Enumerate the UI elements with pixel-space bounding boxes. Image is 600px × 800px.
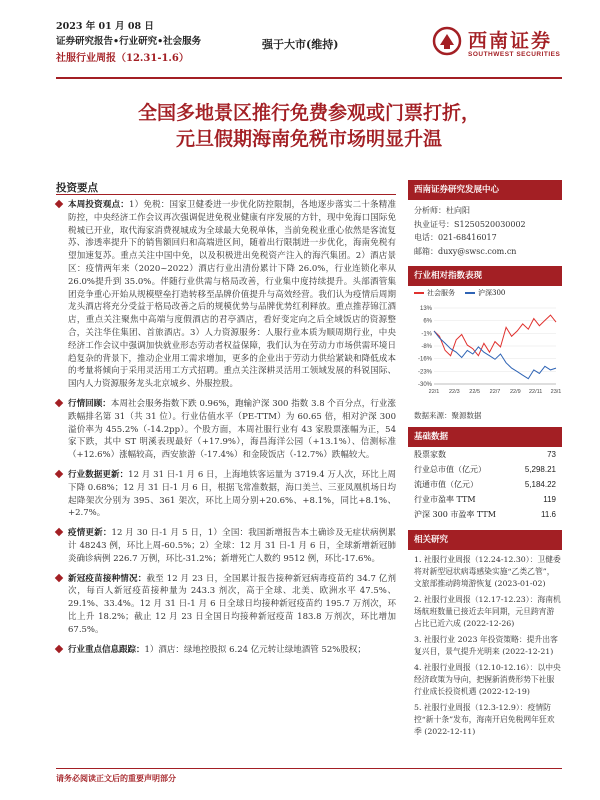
logo-mark-icon (432, 26, 462, 56)
research-center-title: 西南证券研究发展中心 (408, 180, 562, 200)
paragraph-investment-view (56, 199, 396, 391)
legend-label-hs300: 沪深300 (478, 289, 506, 297)
report-date: 2023 年 01 月 08 日 (56, 21, 154, 32)
logo-text-en: SOUTHWEST SECURITIES (468, 51, 561, 58)
bullet-icon (55, 528, 63, 536)
y-tick-label: 13% (419, 306, 432, 312)
paragraph-market-review (56, 398, 396, 462)
paragraph-epidemic-update (56, 527, 396, 565)
stat-label: 行业市盈率 TTM (414, 495, 476, 504)
table-row (408, 492, 562, 507)
related-list (408, 550, 562, 738)
email-label: 邮箱： (414, 246, 438, 256)
x-tick-label: 22/1 (428, 389, 440, 395)
x-tick-label: 22/9 (509, 389, 521, 395)
related-report-link[interactable]: 1. 社服行业周报（12.24-12.30）：卫健委将对新型冠状病毒感染实施“乙类乙管”，文旅部推动跨境游恢复 (2023-01-02) (414, 555, 561, 588)
paragraph-text: 1）酒店：绿地控股拟 6.24 亿元转让绿地酒管 52%股权； (144, 644, 366, 655)
legend-item-service (414, 288, 455, 298)
paragraph-lead: 行业重点信息跟踪： (68, 644, 145, 655)
paragraph-lead: 本周投资观点： (68, 200, 130, 210)
company-logo (432, 24, 562, 66)
license-value: S1250520030002 (454, 219, 526, 229)
x-tick-label: 22/11 (528, 389, 543, 395)
bullet-icon (55, 200, 63, 208)
legend-swatch-hs300 (465, 292, 475, 294)
x-tick-label: 23/1 (550, 389, 562, 395)
footer-divider (56, 768, 562, 769)
industry-rating: 强于大市(维持) (262, 38, 339, 51)
bullet-icon (55, 573, 63, 581)
title-line-1: 全国多地景区推行免费参观或门票打折， (137, 102, 480, 124)
chart-legend (408, 286, 562, 300)
stat-value: 5,184.22 (524, 480, 556, 489)
sidebar (408, 180, 562, 742)
table-row (408, 462, 562, 477)
header-divider (56, 77, 562, 79)
paragraph-lead: 行情回顾： (68, 398, 111, 409)
phone-value: 021-68416017 (438, 233, 497, 242)
y-tick-label: -1% (421, 331, 432, 338)
stat-label: 股票家数 (414, 450, 446, 459)
stat-label: 行业总市值（亿元） (414, 465, 486, 474)
analyst-info (408, 200, 562, 262)
analyst-label: 分析师： (414, 206, 446, 215)
paragraph-text: 本周社会服务指数下跌 0.96%，跑输沪深 300 指数 3.8 个百分点，行业涨跌幅排名第 31（共 31 位）。行业估值水平（PE-TTM）为 60.65 倍，相对沪深 300 溢价率为 455.2%（-14.2pp）。个股方面，本周社服行业有 43 家股票涨幅为正，54 家下跌，其中 ST 明溪表现最好（+17.9%），海昌海洋公园（+13.1%）、信测标准（+12.6%）涨幅较高，西安旅游（-17.4%）和金陵饭店（-12.7%）跌幅较大。 (68, 398, 396, 461)
analyst-phone-row (414, 231, 556, 245)
logo-text-cn: 西南证券 (468, 30, 553, 52)
stat-value: 73 (547, 450, 556, 459)
analyst-license-row (414, 218, 556, 232)
stats-section-title: 基础数据 (408, 427, 562, 447)
paragraph-text: 12 月 30 日-1 月 5 日，1）全国：我国新增报告本土确诊及无症状病例累计 48243 例，环比上周-60.5%；2）全球：12 月 31 日-1 月 6 日，全球新增新冠肺炎确诊病例 226.7 万例，环比-31.2%；新增死亡人数约 9512 例，环比-17.6%。 (68, 528, 396, 564)
license-label: 执业证号： (414, 219, 454, 229)
y-tick-label: -16% (417, 356, 432, 363)
report-weekly-title: 社服行业周报（12.31-1.6） (56, 53, 189, 64)
y-tick-label: -30% (417, 382, 432, 388)
related-report-link[interactable]: 5. 社服行业周报（12.3-12.9）：疫情防控“新十条”发布，海南开启免税网年狂欢季 (2022-12-11) (414, 703, 555, 736)
analyst-value: 杜向阳 (446, 206, 470, 215)
bullet-icon (55, 470, 63, 478)
legend-label-service: 社会服务 (427, 289, 455, 297)
table-row (408, 477, 562, 492)
related-section-title: 相关研究 (408, 530, 562, 550)
section-title: 投资要点 (56, 182, 98, 194)
relative-index-chart (410, 304, 560, 400)
stat-value: 5,298.21 (524, 465, 556, 474)
paragraph-key-info (56, 644, 396, 657)
y-tick-label: -23% (417, 369, 432, 376)
paragraph-text: 12 月 31 日-1 月 6 日，上海地铁客运量为 3719.4 万人次，环比上周下降 0.68%；12 月 31 日-1 月 6 日，根据飞常准数据，海口美兰、三亚凤凰机场日均起降架次分别为 395、361 架次，环比上周分别+20.6%、+8.1%，同比+8.1%、+2.7%。 (68, 469, 396, 519)
report-series: 证券研究报告•行业研究•社会服务 (56, 36, 202, 47)
analyst-email-row[interactable] (414, 245, 556, 259)
related-report-link[interactable]: 2. 社服行业周报（12.17-12.23）：海南机场航班数量已接近去年同期，元旦跨宵游占比已近六成 (2022-12-26) (414, 595, 561, 628)
y-tick-label: -8% (421, 344, 432, 350)
title-line-2: 元旦假期海南免税市场明显升温 (175, 128, 442, 150)
stat-label: 沪深 300 市盈率 TTM (414, 510, 496, 519)
section-divider (56, 194, 396, 195)
paragraph-data-update (56, 469, 396, 520)
chart-container (408, 300, 562, 408)
paragraph-vaccine (56, 573, 396, 637)
chart-section-title: 行业相对指数表现 (408, 266, 562, 286)
stats-table (408, 447, 562, 522)
paragraph-text: 截至 12 月 23 日，全国累计报告接种新冠病毒疫苗约 34.7 亿剂次，每百人新冠疫苗接种量为 243.3 剂次，高于全球、北美、欧洲水平 47.5%、29.1%、33.4%。12 月 31 日-1 月 6 日全球日均接种新冠疫苗约 195.7 万剂次，环比上升 18.2%；截止 12 月 23 日全国日均接种新冠疫苗 183.8 万剂次，环比增加 67.5%。 (68, 573, 396, 635)
bullet-icon (55, 399, 63, 407)
x-tick-label: 22/5 (469, 389, 481, 395)
main-content (56, 199, 396, 755)
email-link[interactable]: duxy@swsc.com.cn (438, 246, 517, 256)
legend-item-hs300 (465, 288, 505, 298)
related-report-link[interactable]: 4. 社服行业周报（12.10-12.16）：以中央经济政策为导向，把握新消费形势下社服行业成长投资机遇 (2022-12-19) (414, 663, 561, 696)
analyst-name-row (414, 204, 556, 218)
footer-disclaimer: 请务必阅读正文后的重要声明部分 (56, 773, 176, 783)
x-tick-label: 22/7 (489, 389, 501, 395)
paragraph-text: 1）免税：国家卫健委进一步优化防控限制，各地逐步落实二十条精准防控，中央经济工作会议再次强调促进免税业健康有序发展的方针，现中免海口国际免税城已开业，取代海家消费视城成为全球最大免税单体，当前免税业重心依然是客流复苏、渗透率提升下的销售额回归和高端进区间，随着出行限制进一步优化，海南免税有望加速复苏。重点关注中国中免，以及积极进出免税资产注入的海汽集团。2）酒店景区：疫情两年来（2020~2022）酒店行业出清份累计下降 26.0%，行业连锁化率从 26.0%提升到 35.0%。伴随行业供需与格局改善，行业集中度持续提升。头部酒管集团竞争重心开始从规模壁垒打造转移至品牌价值提升与高效经营。我们认为疫情后周期龙头酒店将充分受益于格局改善之后的规模优势与品牌优势红利释放。重点推荐锦江酒店，重点关注聚焦中高端与度假酒店的君亭酒店，看好变定向之后全域饭店的资源整合，关注华住集团、首旅酒店。3）人力资源服务：人服行业本质为顺周期行业，中央经济工作会议中强调加快就业形态劳动者权益保障，我们认为在劳动力市场供需环境日趋复杂的背景下，推动企业用工需求增加，更多的企业出于劳动力供给紧缺和降低成本的考量将倾向于采用灵活用工方式招聘。重点关注深耕灵活用工领域发展的科锐国际、国内人力资源服务龙头北京城乡、外服控股。 (68, 200, 396, 390)
bullet-icon (55, 644, 63, 652)
table-row (408, 507, 562, 522)
paragraph-lead: 疫情更新： (68, 528, 112, 539)
y-tick-label: 6% (423, 318, 432, 325)
stat-value: 119 (543, 495, 556, 504)
paragraph-lead: 新冠疫苗接种情况： (68, 573, 147, 584)
x-tick-label: 22/3 (448, 389, 460, 395)
related-report-link[interactable]: 3. 社服行业 2023 年投资策略：提升出客复兴目，景气提升光明来 (2022-12-21) (414, 635, 558, 656)
report-title (56, 100, 562, 152)
stat-label: 流通市值（亿元） (414, 480, 478, 489)
paragraph-lead: 行业数据更新： (68, 469, 129, 480)
stat-value: 11.6 (541, 510, 556, 519)
chart-source: 数据来源：聚源数据 (414, 411, 482, 420)
table-row (408, 447, 562, 462)
phone-label: 电话： (414, 233, 438, 242)
legend-swatch-service (414, 292, 424, 294)
